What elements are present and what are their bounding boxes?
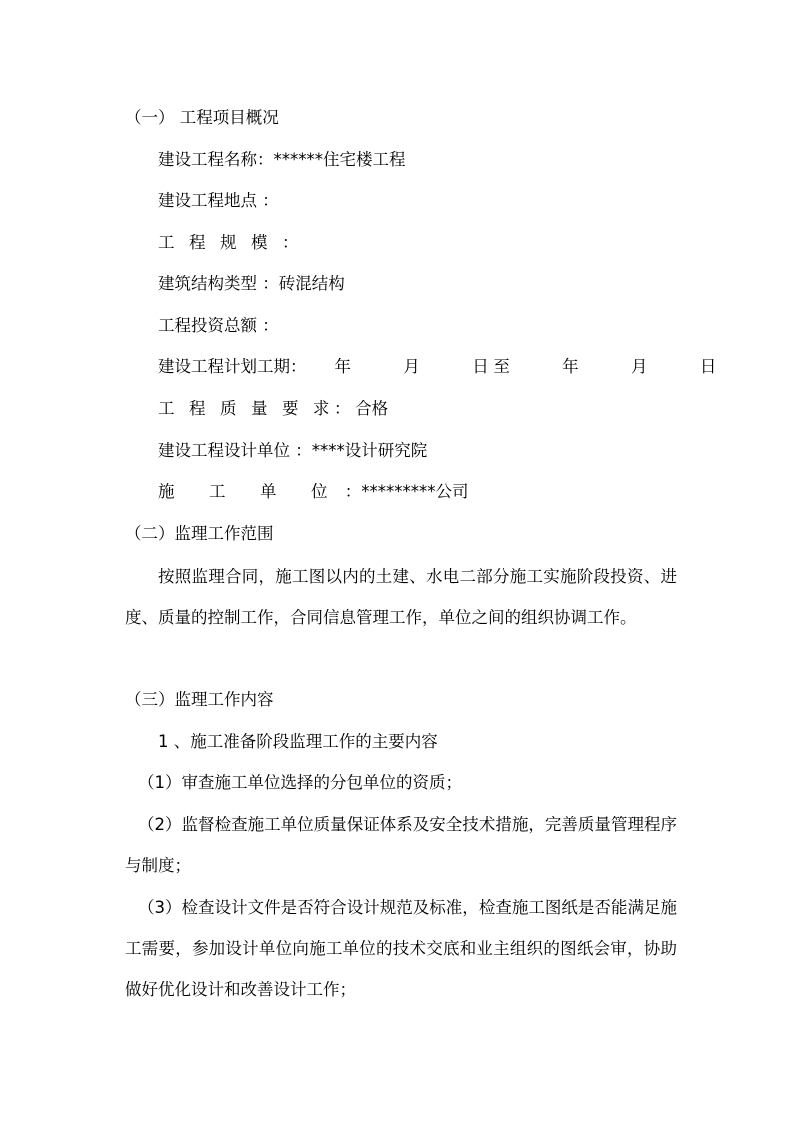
field-value: 年 月 日至 年 月 日: [334, 357, 721, 376]
field-value: 砖混结构: [278, 274, 345, 293]
field-value: *********公司: [361, 482, 469, 501]
field-label: 建设工程设计单位 ：: [158, 441, 312, 460]
field-value: 合格: [355, 399, 389, 418]
section-3-subheading: 1 、施工准备阶段监理工作的主要内容: [158, 732, 438, 751]
section-2-heading: （二）监理工作范围: [125, 524, 274, 543]
field-structure-type: [158, 273, 345, 295]
list-item: （3）检查设计文件是否符合设计规范及标准，检查施工图纸是否能满足施工需要，参加设计单位向施工单位的技术交底和业主组织的图纸会审，协助做好优化设计和改善设计工作；: [125, 898, 677, 999]
field-label: 工 程 规 模 ：: [158, 233, 304, 252]
field-total-investment: [158, 315, 279, 337]
field-label: 建设工程地点 ：: [158, 191, 279, 210]
field-label: 建筑结构类型 ：: [158, 274, 279, 293]
field-quality-requirement: [158, 398, 388, 420]
field-label: 建设工程名称：: [158, 150, 274, 169]
list-item: （1）审查施工单位选择的分包单位的资质；: [138, 773, 462, 792]
field-design-unit: [158, 440, 427, 462]
field-project-name: [158, 149, 406, 171]
list-item: （2）监督检查施工单位质量保证体系及安全技术措施，完善质量管理程序与制度；: [125, 815, 677, 875]
field-project-location: [158, 190, 279, 212]
section-2-body: 按照监理合同，施工图以内的土建、水电二部分施工实施阶段投资、进度、质量的控制工作，合同信息管理工作，单位之间的组织协调工作。: [125, 567, 677, 627]
field-label: 建设工程计划工期：: [158, 357, 307, 376]
field-planned-duration: [158, 356, 721, 378]
section-3-heading: （三）监理工作内容: [125, 690, 274, 709]
field-project-scale: [158, 232, 303, 254]
field-label: 工程投资总额 ：: [158, 316, 279, 335]
field-construction-unit: [158, 481, 468, 503]
field-value: ******住宅楼工程: [273, 150, 406, 169]
field-label: 施 工 单 位 ：: [158, 482, 362, 501]
field-label: 工 程 质 量 要 求：: [158, 399, 356, 418]
section-1-heading: （一） 工程项目概况: [125, 108, 279, 127]
field-value: ****设计研究院: [311, 441, 428, 460]
